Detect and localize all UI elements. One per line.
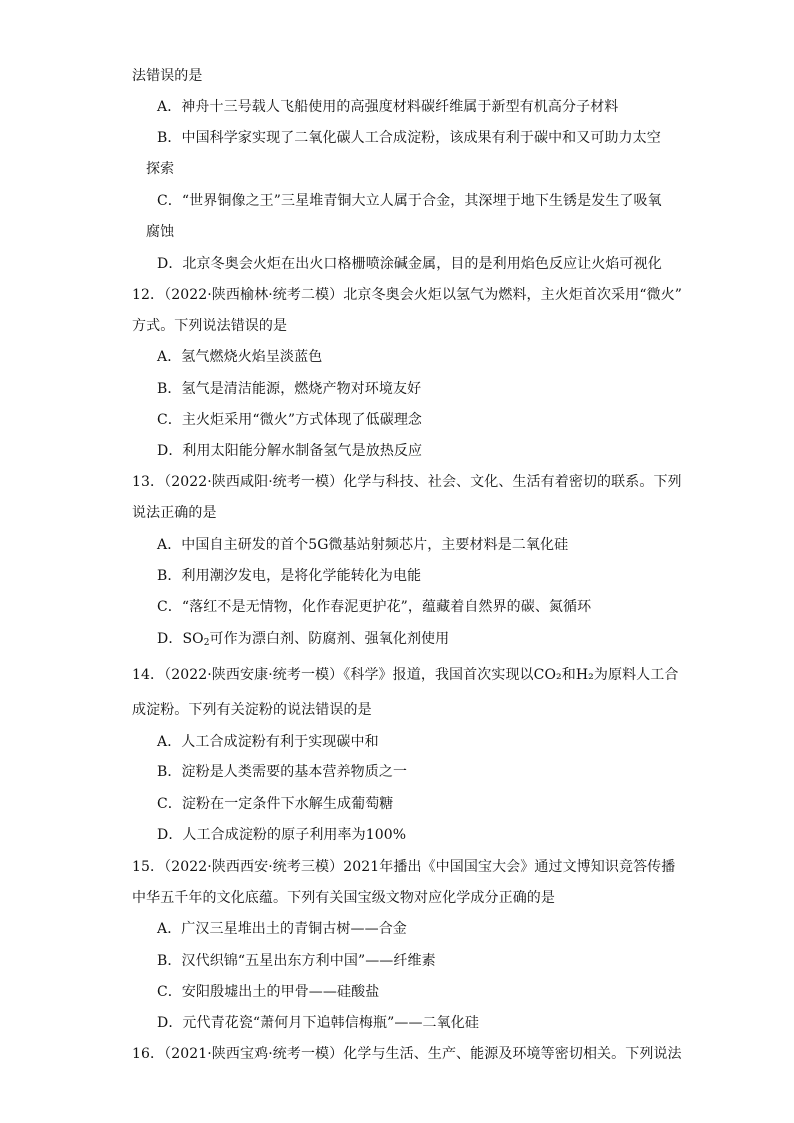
question-line: 成淀粉。下列有关淀粉的说法错误的是 xyxy=(132,702,372,718)
option-line: A．氢气燃烧火焰呈淡蓝色 xyxy=(157,349,323,365)
option-line: C．主火炬采用“微火”方式体现了低碳理念 xyxy=(157,412,423,428)
option-line: B．淀粉是人类需要的基本营养物质之一 xyxy=(157,764,408,780)
option-line: B．中国科学家实现了二氧化碳人工合成淀粉，该成果有利于碳中和又可助力太空 xyxy=(157,130,661,146)
option-line: A．中国自主研发的首个5G微基站射频芯片，主要材料是二氧化硅 xyxy=(157,537,569,553)
option-line: A．人工合成淀粉有利于实现碳中和 xyxy=(157,734,379,750)
option-line: D．利用太阳能分解水制备氢气是放热反应 xyxy=(157,443,423,459)
option-line: C．“世界铜像之王”三星堆青铜大立人属于合金，其深埋于地下生锈是发生了吸氧 xyxy=(157,193,662,209)
option-line: B．利用潮汐发电，是将化学能转化为电能 xyxy=(157,568,422,584)
option-line: C．“落红不是无情物，化作春泥更护花”，蕴藏着自然界的碳、氮循环 xyxy=(157,599,592,615)
option-line: D．北京冬奥会火炬在出火口格栅喷涂碱金属，目的是利用焰色反应让火焰可视化 xyxy=(157,256,662,272)
option-line: A．神舟十三号载人飞船使用的高强度材料碳纤维属于新型有机高分子材料 xyxy=(157,99,619,115)
option-line: D．元代青花瓷“萧何月下追韩信梅瓶”——二氧化硅 xyxy=(157,1015,479,1031)
option-line: D．人工合成淀粉的原子利用率为100% xyxy=(157,827,407,843)
option-line: B．汉代织锦“五星出东方利中国”——纤维素 xyxy=(157,953,436,969)
option-line: C．安阳殷墟出土的甲骨——硅酸盐 xyxy=(157,984,380,1000)
option-line: A．广汉三星堆出土的青铜古树——合金 xyxy=(157,921,407,937)
question-line: 方式。下列说法错误的是 xyxy=(132,318,288,334)
question-line: 中华五千年的文化底蕴。下列有关国宝级文物对应化学成分正确的是 xyxy=(132,890,555,906)
question-line: 12．（2022·陕西榆林·统考二模）北京冬奥会火炬以氢气为燃料，主火炬首次采用“微火” xyxy=(132,287,683,303)
option-line: 探索 xyxy=(146,161,175,177)
option-line: C．淀粉在一定条件下水解生成葡萄糖 xyxy=(157,796,394,812)
question-line: 16．（2021·陕西宝鸡·统考一模）化学与生活、生产、能源及环境等密切相关。下列说法 xyxy=(132,1046,682,1062)
question-line: 13．（2022·陕西咸阳·统考一模）化学与科技、社会、文化、生活有着密切的联系。下列 xyxy=(132,474,682,490)
question-line: 14．（2022·陕西安康·统考一模）《科学》报道，我国首次实现以CO₂和H₂为原料人工合 xyxy=(132,667,679,683)
option-line: D．$SO_2$可作为漂白剂、防腐剂、强氧化剂使用 xyxy=(157,631,450,648)
option-line: B．氢气是清洁能源，燃烧产物对环境友好 xyxy=(157,381,422,397)
question-line: 15．（2022·陕西西安·统考三模）2021年播出《中国国宝大会》通过文博知识竞答传播 xyxy=(132,859,676,875)
question-line: 法错误的是 xyxy=(132,68,203,84)
option-line: 腐蚀 xyxy=(146,224,175,240)
question-line: 说法正确的是 xyxy=(132,505,217,521)
